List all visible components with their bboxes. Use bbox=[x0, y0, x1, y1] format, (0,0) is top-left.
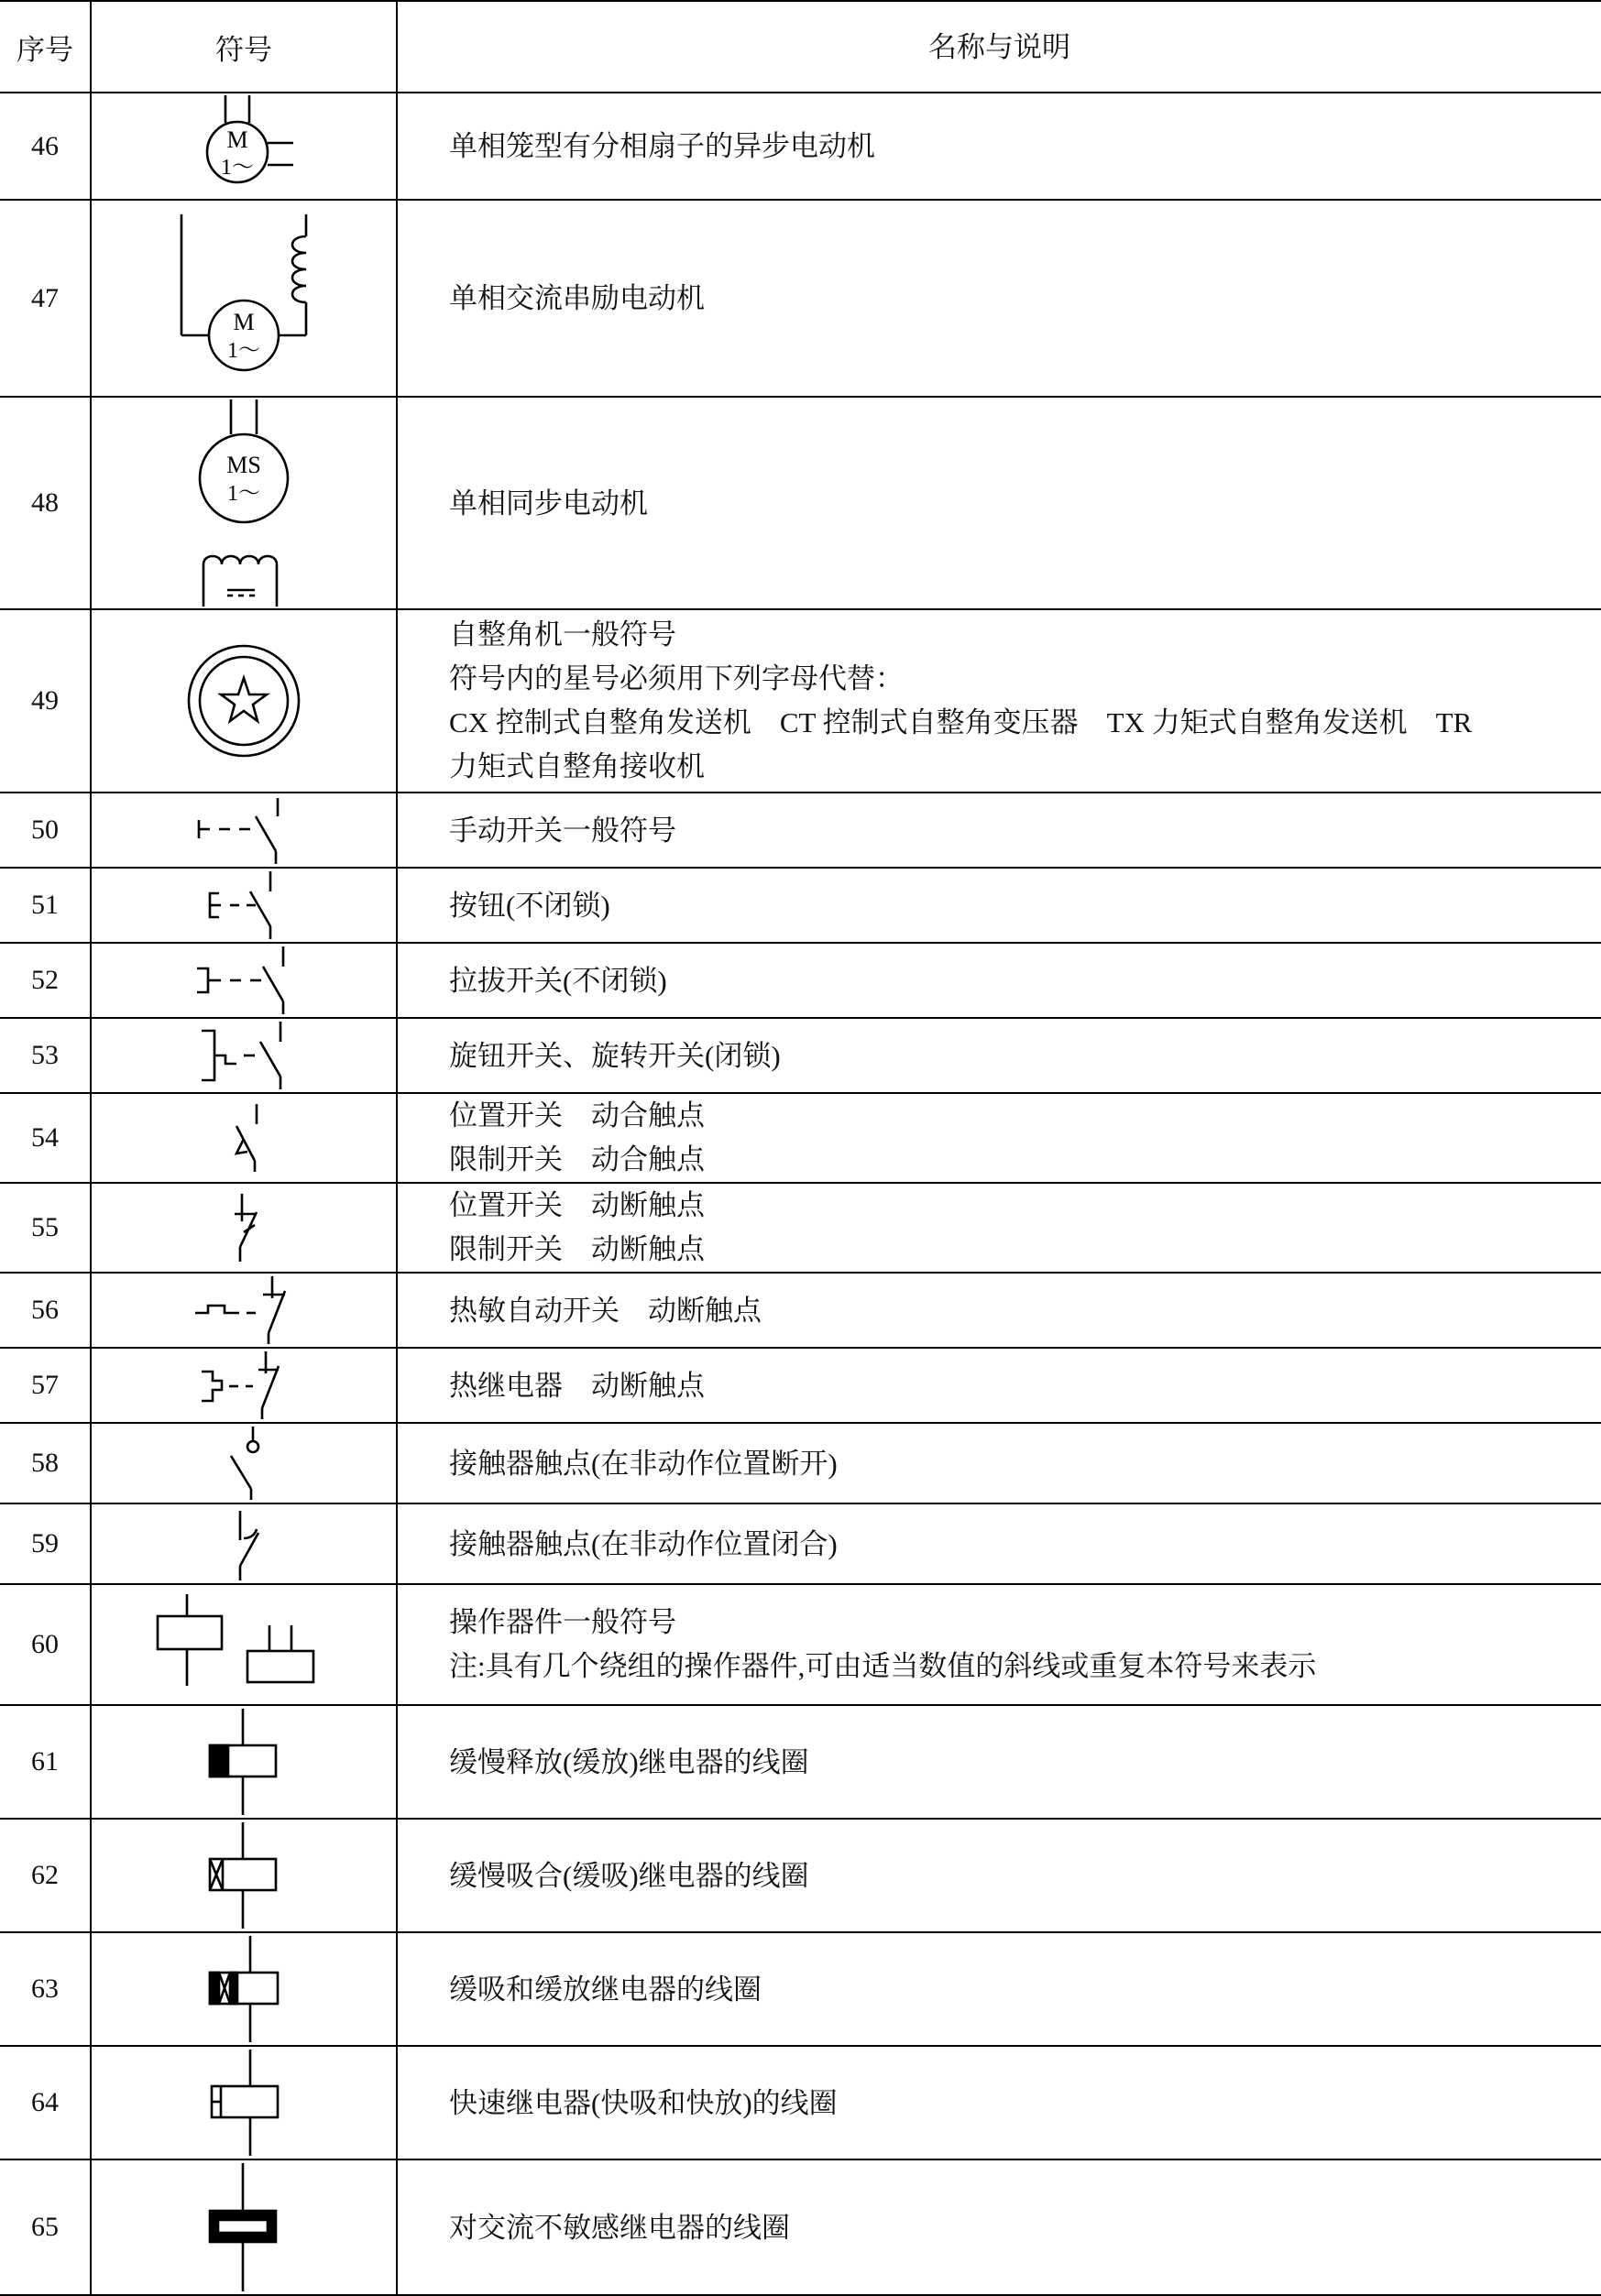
thermal-relay-break-icon bbox=[198, 1351, 290, 1419]
row-desc-line: 位置开关 动合触点 bbox=[449, 1099, 705, 1132]
motor-phase: 1～ bbox=[221, 155, 254, 180]
row-desc-line: 接触器触点(在非动作位置断开) bbox=[449, 1447, 838, 1480]
rotary-switch-icon bbox=[198, 1022, 290, 1089]
position-switch-break-icon bbox=[216, 1194, 271, 1262]
table-row bbox=[0, 1584, 1601, 1705]
table-row bbox=[0, 1503, 1601, 1584]
row-desc-line: 符号内的星号必须用下列字母代替： bbox=[449, 662, 904, 694]
motor-letter: M bbox=[226, 126, 248, 153]
row-no: 61 bbox=[0, 1705, 91, 1819]
row-desc-line: 缓吸和缓放继电器的线圈 bbox=[449, 1973, 762, 2006]
row-no: 46 bbox=[0, 93, 91, 200]
row-desc-line: 手动开关一般符号 bbox=[449, 814, 676, 847]
row-no: 62 bbox=[0, 1819, 91, 1932]
slow-release-relay-coil-icon bbox=[203, 1709, 285, 1815]
table-row bbox=[0, 1093, 1601, 1183]
row-desc-line: 拉拔开关(不闭锁) bbox=[449, 964, 667, 997]
row-desc-line: 自整角机一般符号 bbox=[449, 618, 676, 651]
table-row bbox=[0, 868, 1601, 943]
row-desc-line: 旋钮开关、旋转开关(闭锁) bbox=[449, 1039, 781, 1072]
manual-switch-icon bbox=[193, 796, 294, 864]
row-desc-line: 快速继电器(快吸和快放)的线圈 bbox=[449, 2086, 838, 2119]
row-desc-line: 接触器触点(在非动作位置闭合) bbox=[449, 1527, 838, 1560]
table-row bbox=[0, 2159, 1601, 2295]
fast-relay-coil-icon bbox=[203, 2050, 285, 2156]
row-no: 49 bbox=[0, 609, 91, 793]
table-header bbox=[0, 1, 1601, 93]
table-row bbox=[0, 1819, 1601, 1932]
header-symbol: 符号 bbox=[91, 1, 397, 93]
row-desc-line: 缓慢吸合(缓吸)继电器的线圈 bbox=[449, 1859, 809, 1892]
table-row bbox=[0, 200, 1601, 397]
table-row bbox=[0, 609, 1601, 793]
motor-phase: 1～ bbox=[227, 338, 260, 363]
row-no: 64 bbox=[0, 2046, 91, 2159]
row-desc-line: 位置开关 动断触点 bbox=[449, 1189, 705, 1221]
row-no: 53 bbox=[0, 1018, 91, 1093]
row-desc-line: 对交流不敏感继电器的线圈 bbox=[449, 2211, 790, 2244]
header-desc: 名称与说明 bbox=[397, 1, 1601, 93]
row-no: 55 bbox=[0, 1183, 91, 1273]
row-desc-line: 限制开关 动断触点 bbox=[449, 1233, 705, 1265]
push-button-icon bbox=[203, 871, 285, 939]
row-desc-line: 单相笼型有分相扇子的异步电动机 bbox=[449, 130, 875, 162]
row-no: 65 bbox=[0, 2159, 91, 2295]
motor-letter: M bbox=[233, 308, 255, 335]
table-row bbox=[0, 793, 1601, 868]
table-row bbox=[0, 943, 1601, 1018]
single-phase-ac-series-motor-icon bbox=[161, 207, 326, 390]
pull-switch-icon bbox=[193, 946, 294, 1014]
table-row bbox=[0, 1183, 1601, 1273]
table-row bbox=[0, 93, 1601, 200]
row-no: 47 bbox=[0, 200, 91, 397]
motor-phase: 1～ bbox=[227, 482, 260, 506]
motor-letters: MS bbox=[226, 452, 261, 478]
row-no: 51 bbox=[0, 868, 91, 943]
row-desc-line: 限制开关 动合触点 bbox=[449, 1143, 705, 1175]
slow-operate-relay-coil-icon bbox=[203, 1822, 285, 1929]
thermal-auto-switch-break-icon bbox=[193, 1276, 294, 1344]
header-no: 序号 bbox=[0, 1, 91, 93]
row-desc-line: 热敏自动开关 动断触点 bbox=[449, 1294, 762, 1327]
row-desc-line: 热继电器 动断触点 bbox=[449, 1369, 705, 1402]
single-phase-cage-motor-split-phase-fan-icon bbox=[180, 95, 308, 198]
row-no: 57 bbox=[0, 1348, 91, 1423]
contactor-break-icon bbox=[216, 1507, 271, 1580]
row-no: 54 bbox=[0, 1093, 91, 1183]
table-row bbox=[0, 1423, 1601, 1503]
single-phase-synchronous-motor-icon bbox=[189, 399, 299, 607]
row-desc-line: 操作器件一般符号 bbox=[449, 1606, 676, 1638]
table-row bbox=[0, 1348, 1601, 1423]
table-row bbox=[0, 1273, 1601, 1348]
table-row bbox=[0, 1932, 1601, 2046]
table-row bbox=[0, 1705, 1601, 1819]
synchro-star-icon bbox=[184, 641, 303, 760]
table-row bbox=[0, 397, 1601, 609]
row-no: 48 bbox=[0, 397, 91, 609]
row-no: 50 bbox=[0, 793, 91, 868]
row-no: 58 bbox=[0, 1423, 91, 1503]
slow-operate-release-relay-coil-icon bbox=[203, 1936, 285, 2042]
ac-insensitive-relay-coil-icon bbox=[203, 2163, 285, 2291]
position-switch-make-icon bbox=[216, 1104, 271, 1172]
row-no: 59 bbox=[0, 1503, 91, 1584]
row-desc-line: 注:具有几个绕组的操作器件,可由适当数值的斜线或重复本符号来表示 bbox=[449, 1650, 1317, 1682]
row-desc-line: 力矩式自整角接收机 bbox=[449, 750, 705, 782]
row-desc-line: CX 控制式自整角发送机 CT 控制式自整角变压器 TX 力矩式自整角发送机 TR bbox=[449, 706, 1473, 738]
row-no: 56 bbox=[0, 1273, 91, 1348]
row-no: 63 bbox=[0, 1932, 91, 2046]
table-row bbox=[0, 2046, 1601, 2159]
row-desc-line: 单相同步电动机 bbox=[449, 487, 648, 519]
row-no: 60 bbox=[0, 1584, 91, 1705]
row-desc-line: 单相交流串励电动机 bbox=[449, 282, 705, 314]
row-desc-line: 缓慢释放(缓放)继电器的线圈 bbox=[449, 1745, 809, 1778]
row-desc-line: 按钮(不闭锁) bbox=[449, 889, 610, 922]
operating-device-icon bbox=[152, 1594, 335, 1695]
row-no: 52 bbox=[0, 943, 91, 1018]
table-row bbox=[0, 1018, 1601, 1093]
contactor-make-icon bbox=[216, 1427, 271, 1500]
